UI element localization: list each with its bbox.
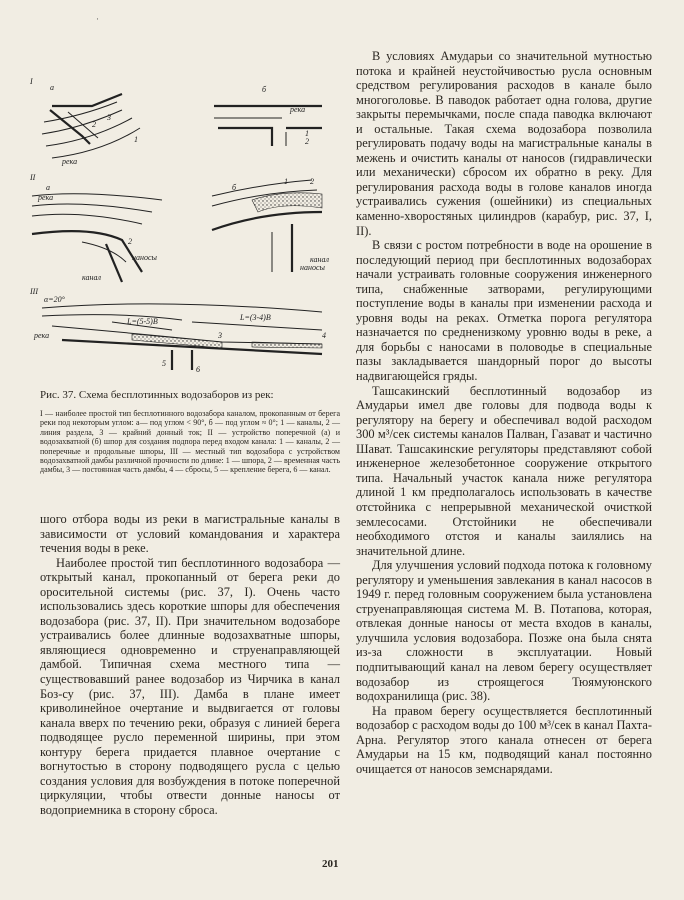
label-roman-2: II: [30, 173, 36, 182]
intake-schemes-drawing: [22, 72, 342, 382]
label-length-2: L=(3-4)B: [240, 313, 271, 322]
figure-37-diagram: [22, 72, 342, 382]
right-paragraph-5: На правом берегу осуществляется бесплотинный водозабор с расходом воды до 100 м³/сек в канал Пахта-Арна. Регулятор этого канала отнесен от берега Амударьи на 15 км, подводящий канал постоянно очищается от наносов земснарядами.: [356, 703, 652, 776]
label-canal-2: канал: [310, 255, 329, 264]
scheme-2a: [29, 173, 162, 282]
right-paragraph-3: Ташсакинский бесплотинный водозабор из Амударьи имел две головы для подвода воды к регулятору на берегу и обеспечивал водой расходом 300 м³/сек системы каналов Палван, Газават и частично Шават. Ташсакинские регуляторы представляют собой инженерное железобетонное сооружение открытого типа. Начальный участок канала ниже регулятора длиной 1 км предполагалось использовать в качестве отстойника с непрерывной механической очисткой землесосами. Отстойники не обеспечивали необходимого отстоя и каналы заилялись на значительной длине.: [356, 383, 652, 558]
label-n1-3: 1: [284, 177, 288, 186]
right-column: [356, 49, 652, 776]
label-b-2: б: [232, 183, 237, 192]
left-paragraph-1: шого отбора воды из реки в магистральные каналы в зависимости от условий командования и характера течения воды в реке.: [40, 512, 340, 556]
left-column: [40, 512, 340, 817]
figure-legend: I — наиболее простой тип бесплотинного водозабора каналом, прокопанным от берега реки под некоторым углом: а— под углом < 90°, б — под углом ≈ 0°; 1 — каналы, 2 — линия раздела, 3 — крайний донный ток; II — устройство поперечной (а) и водозахватной (б) шпор для создания подпора перед входом канала: 1 — каналы, 2 — поперечные и продольные шпоры, III — местный тип водозабора с устройством водозахватной дамбы различной прочности по длине: 1 — шпора, 2 — временная часть дамбы, 3 — постоянная часть дамбы, 4 — сбросы, 5 — крепление берега, 6 — канал.: [40, 409, 340, 475]
figure-caption: Рис. 37. Схема бесплотинных водозаборов из рек:: [40, 389, 274, 401]
label-n4: 4: [322, 331, 326, 340]
label-nanosy-2: наносы: [300, 263, 325, 272]
label-river-2: река: [290, 105, 306, 114]
label-n2-1: 2: [92, 120, 96, 129]
scheme-3: [29, 287, 326, 374]
scheme-2b: [212, 177, 330, 272]
label-n3-1: 3: [107, 113, 111, 122]
label-n5: 5: [162, 359, 166, 368]
label-n1-2: 1: [305, 129, 309, 138]
label-n2-2: 2: [305, 137, 309, 146]
label-a-1: а: [50, 83, 54, 92]
label-length-1: L=(5-5)B: [127, 317, 158, 326]
label-n3-2: 3: [218, 331, 222, 340]
label-n2-4: 2: [310, 177, 314, 186]
label-nanosy-1: наносы: [132, 253, 157, 262]
label-a-2: а: [46, 183, 50, 192]
label-river-1: река: [62, 157, 78, 166]
label-n2-3: 2: [128, 237, 132, 246]
scheme-1a: [29, 77, 140, 166]
label-river-3: река: [38, 193, 54, 202]
label-river-4: река: [34, 331, 50, 340]
label-angle: α=20°: [44, 295, 65, 304]
page-mark: ·: [96, 14, 99, 24]
right-paragraph-4: Для улучшения условий подхода потока к головному регулятору и уменьшения завлекания в канал насосов в 1949 г. перед головным сооружением была установлена струенаправляющая система М. В. Потапова, которая, отвлекая донные наносы от места входов в каналы, улучшила условия водозабора. Позже она была снята из-за сложности в эксплуатации. Новый подпитывающий канал на левом берегу осуществляет водозабор из строящегося Тюямуюнского водохранилища (рис. 38).: [356, 558, 652, 704]
label-roman-3: III: [30, 287, 38, 296]
right-paragraph-2: В связи с ростом потребности в воде на орошение в последующий период при бесплотинных водозаборах начали устраивать головные сооружения инженерного типа, снабженные затворами, регулирующими поступление воды в каналы при изменении расхода и уровня воды на реках. Отметка порога регулятора назначается по средненизкому уровню воды в реке, а для борьбы с наносами в половодье в специальные пазы закладывается шандорный порог до высоты надвигающейся гряды.: [356, 238, 652, 384]
label-n1-1: 1: [134, 135, 138, 144]
right-paragraph-1: В условиях Амударьи со значительной мутностью потока и крайней неустойчивостью русла основным средством регулирования расходов в канале было многоголовье. В паводок работает одна голова, другие закрыты перемычками, после спада паводка включают и остальные. Такая схема водозабора позволила регулировать подачу воды на магистральные каналы в межень и очистить каналы от наносов (гидравлически или механически) сбросом их обратно в реку. Для регулирования расхода воды в голове каналов иногда устраивались сужения (ошейники) из специальных каменно-хворостяных цилиндров (карабур, рис. 37, I, II).: [356, 49, 652, 238]
page-number: 201: [322, 858, 339, 870]
label-canal-1: канал: [82, 273, 101, 282]
label-roman-1: I: [30, 77, 33, 86]
label-b-1: б: [262, 85, 267, 94]
scheme-1b: [214, 85, 322, 146]
label-n6: 6: [196, 365, 200, 374]
left-paragraph-2: Наиболее простой тип бесплотинного водозабора — открытый канал, прокопанный от берега реки до оросительной системы (рис. 37, I). Очень часто использовались здесь короткие шпоры для обеспечения водозабора (рис. 37, II). При значительном водозаборе устраивались более длинные водозахватные шпоры, являющиеся одновременно и струенаправляющей дамбой. Типичная схема местного типа — существовавший ранее водозабор из Чирчика в канал Боз-су (рис. 37, III). Дамба в плане имеет криволинейное очертание и выдвигается от головы канала вверх по течению реки, образуя с линией берега подводящее русло переменной ширины, при этом контуру берега придается плавное очертание с вогнутостью в сторону подводящего русла с целью создания условия для возбуждения в потоке поперечной циркуляции, чтобы отвести донные наносы от водоприемника в сторону сброса.: [40, 555, 340, 817]
